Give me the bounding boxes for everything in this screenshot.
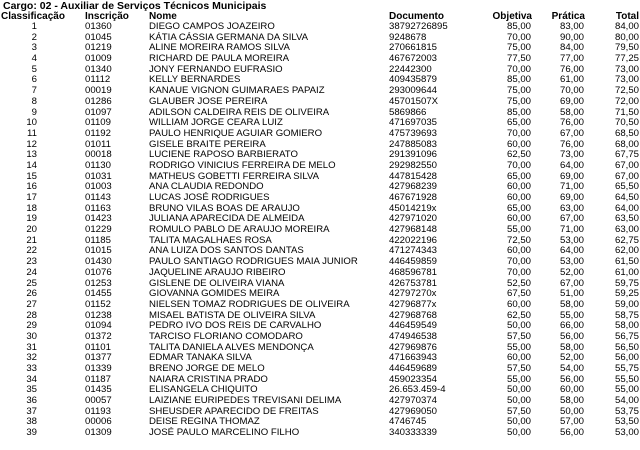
cell-objetiva: 70,00 xyxy=(506,31,531,43)
cell-pratica: 67,00 xyxy=(559,213,584,225)
cell-total: 68,50 xyxy=(614,127,639,139)
cell-objetiva: 50,00 xyxy=(506,384,531,396)
cell-classificacao: 9 xyxy=(31,106,37,118)
cell-pratica: 83,00 xyxy=(559,21,584,32)
cell-classificacao: 10 xyxy=(26,117,37,129)
cell-pratica: 69,00 xyxy=(559,95,584,107)
cell-pratica: 66,00 xyxy=(559,320,584,332)
cell-documento: 459023354 xyxy=(389,373,438,385)
cell-classificacao: 19 xyxy=(26,213,37,225)
cell-nome: RODRIGO VINICIUS FERREIRA DE MELO xyxy=(149,159,336,171)
cell-pratica: 58,00 xyxy=(559,395,584,407)
cell-inscricao: 01192 xyxy=(85,127,111,139)
cell-total: 61,50 xyxy=(614,256,639,268)
cell-pratica: 57,00 xyxy=(559,416,584,428)
cell-documento: 427968239 xyxy=(389,181,438,193)
cell-objetiva: 55,00 xyxy=(506,224,531,236)
cell-objetiva: 60,00 xyxy=(506,245,531,257)
header-inscricao: Inscrição xyxy=(85,11,129,22)
cell-documento: 42797270x xyxy=(389,288,437,300)
cell-classificacao: 8 xyxy=(31,95,37,107)
cell-total: 56,00 xyxy=(614,352,639,364)
cell-classificacao: 26 xyxy=(26,288,37,300)
cell-pratica: 84,00 xyxy=(559,42,584,54)
cell-documento: 475739693 xyxy=(389,127,438,139)
cell-inscricao: 01112 xyxy=(85,74,111,86)
cell-objetiva: 65,00 xyxy=(506,202,531,214)
cell-objetiva: 62,50 xyxy=(506,149,531,161)
header-objetiva: Objetiva xyxy=(492,11,532,22)
cell-total: 79,50 xyxy=(614,42,639,54)
cell-nome: PAULO SANTIAGO RODRIGUES MAIA JUNIOR xyxy=(149,256,358,268)
cell-total: 64,50 xyxy=(614,192,639,203)
cell-nome: JULIANA APARECIDA DE ALMEIDA xyxy=(149,213,305,225)
cell-pratica: 52,00 xyxy=(559,266,584,278)
cell-total: 73,00 xyxy=(614,74,639,86)
cell-documento: 42796877x xyxy=(389,298,437,310)
cell-pratica: 58,00 xyxy=(559,298,584,310)
cell-inscricao: 01430 xyxy=(85,256,112,268)
cell-nome: ROMULO PABLO DE ARAUJO MOREIRA xyxy=(149,224,330,236)
cell-inscricao: 01009 xyxy=(85,53,112,65)
cell-total: 67,00 xyxy=(614,159,639,171)
cell-nome: TALITA DANIELA ALVES MENDONÇA xyxy=(149,341,314,353)
cell-classificacao: 28 xyxy=(26,309,37,321)
cell-documento: 474946538 xyxy=(389,330,438,342)
cell-inscricao: 01360 xyxy=(85,21,112,32)
cell-inscricao: 00057 xyxy=(85,395,112,407)
cell-nome: JAQUELINE ARAUJO RIBEIRO xyxy=(149,266,286,278)
cell-objetiva: 62,50 xyxy=(506,309,531,321)
cell-nome: JONY FERNANDO EUFRASIO xyxy=(149,63,283,75)
cell-pratica: 60,00 xyxy=(559,384,584,396)
cell-objetiva: 75,00 xyxy=(506,85,531,97)
cell-nome: NIELSEN TOMAZ RODRIGUES DE OLIVEIRA xyxy=(149,298,350,310)
cell-inscricao: 01435 xyxy=(85,384,112,396)
cell-total: 62,75 xyxy=(614,234,639,246)
cell-inscricao: 01229 xyxy=(85,224,112,236)
cell-classificacao: 39 xyxy=(26,427,37,439)
cell-documento: 38792726895 xyxy=(389,21,448,32)
cell-documento: 446459689 xyxy=(389,363,438,374)
cell-pratica: 58,00 xyxy=(559,341,584,353)
cell-pratica: 73,00 xyxy=(559,149,584,161)
cell-nome: GIOVANNA GOMIDES MEIRA xyxy=(149,288,280,300)
cell-nome: DEISE REGINA THOMAZ xyxy=(149,416,260,428)
cell-objetiva: 52,50 xyxy=(506,277,531,289)
cell-classificacao: 22 xyxy=(26,245,37,257)
cell-inscricao: 01130 xyxy=(85,159,111,171)
cell-objetiva: 57,50 xyxy=(506,405,531,417)
cell-classificacao: 15 xyxy=(26,170,37,182)
cell-total: 84,00 xyxy=(614,21,639,32)
cell-documento: 427971020 xyxy=(389,213,438,225)
cell-pratica: 90,00 xyxy=(559,31,584,43)
cell-inscricao: 01219 xyxy=(85,42,112,54)
cell-classificacao: 34 xyxy=(26,373,37,385)
cell-objetiva: 70,00 xyxy=(506,159,531,171)
cell-objetiva: 70,00 xyxy=(506,63,531,75)
cell-total: 54,00 xyxy=(614,395,639,407)
cell-nome: WILLIAM JORGE CEARA LUIZ xyxy=(149,117,283,129)
cell-inscricao: 01423 xyxy=(85,213,112,225)
cell-pratica: 53,00 xyxy=(559,234,584,246)
cell-nome: DIEGO CAMPOS JOAZEIRO xyxy=(149,21,275,32)
cell-objetiva: 65,00 xyxy=(506,117,531,129)
cell-nome: BRENO JORGE DE MELO xyxy=(149,363,265,374)
cell-classificacao: 32 xyxy=(26,352,37,364)
cell-inscricao: 01193 xyxy=(85,405,111,417)
cell-nome: SHEUSDER APARECIDO DE FREITAS xyxy=(149,405,319,417)
page-title: Cargo: 02 - Auxiliar de Serviços Técnicos Municipais xyxy=(3,0,267,12)
cell-pratica: 63,00 xyxy=(559,202,584,214)
cell-documento: 9248678 xyxy=(389,31,427,43)
cell-documento: 467672003 xyxy=(389,53,438,65)
cell-documento: 292982550 xyxy=(389,159,438,171)
cell-nome: NAIARA CRISTINA PRADO xyxy=(149,373,268,385)
cell-documento: 471274343 xyxy=(389,245,438,257)
cell-classificacao: 24 xyxy=(26,266,37,278)
cell-total: 67,00 xyxy=(614,170,639,182)
cell-pratica: 50,00 xyxy=(559,405,584,417)
cell-pratica: 71,00 xyxy=(559,181,584,193)
cell-objetiva: 70,00 xyxy=(506,266,531,278)
cell-objetiva: 85,00 xyxy=(506,106,531,118)
cell-total: 55,50 xyxy=(614,373,639,385)
cell-documento: 426753781 xyxy=(389,277,438,289)
cell-nome: TARCISO FLORIANO COMODARO xyxy=(149,330,303,342)
cell-inscricao: 01152 xyxy=(85,298,111,310)
cell-nome: GLAUBER JOSE PEREIRA xyxy=(149,95,268,107)
cell-total: 55,75 xyxy=(614,363,639,374)
cell-total: 67,75 xyxy=(614,149,639,161)
cell-pratica: 76,00 xyxy=(559,117,584,129)
cell-total: 56,75 xyxy=(614,330,639,342)
cell-classificacao: 20 xyxy=(26,224,37,236)
cell-inscricao: 00018 xyxy=(85,149,112,161)
cell-objetiva: 60,00 xyxy=(506,352,531,364)
cell-total: 58,75 xyxy=(614,309,639,321)
cell-pratica: 52,00 xyxy=(559,352,584,364)
cell-total: 68,00 xyxy=(614,138,639,150)
cell-objetiva: 60,00 xyxy=(506,192,531,203)
cell-objetiva: 50,00 xyxy=(506,416,531,428)
cell-nome: PAULO HENRIQUE AGUIAR GOMIERO xyxy=(149,127,323,139)
cell-total: 70,50 xyxy=(614,117,639,129)
cell-total: 53,50 xyxy=(614,416,639,428)
cell-total: 53,00 xyxy=(614,427,639,439)
cell-documento: 291391096 xyxy=(389,149,438,161)
cell-classificacao: 37 xyxy=(26,405,37,417)
cell-documento: 471697035 xyxy=(389,117,438,129)
cell-classificacao: 18 xyxy=(26,202,37,214)
cell-total: 63,50 xyxy=(614,213,639,225)
cell-objetiva: 50,00 xyxy=(506,427,531,439)
cell-classificacao: 11 xyxy=(27,127,37,139)
cell-nome: ADILSON CALDEIRA REIS DE OLIVEIRA xyxy=(149,106,330,118)
cell-nome: LAIZIANE EURIPEDES TREVISANI DELIMA xyxy=(149,395,342,407)
cell-pratica: 55,00 xyxy=(559,309,584,321)
cell-total: 72,00 xyxy=(614,95,639,107)
cell-objetiva: 60,00 xyxy=(506,138,531,150)
cell-objetiva: 70,00 xyxy=(506,127,531,139)
cell-total: 80,00 xyxy=(614,31,639,43)
cell-inscricao: 01015 xyxy=(85,245,112,257)
cell-nome: BRUNO VILAS BOAS DE ARAUJO xyxy=(149,202,300,214)
cell-pratica: 54,00 xyxy=(559,363,584,374)
table-row xyxy=(0,129,640,140)
cell-documento: 446459549 xyxy=(389,320,438,332)
cell-pratica: 67,00 xyxy=(559,277,584,289)
cell-total: 63,00 xyxy=(614,224,639,236)
cell-documento: 45701507X xyxy=(389,95,439,107)
cell-documento: 427969876 xyxy=(389,341,438,353)
cell-documento: 26.653.459-4 xyxy=(389,384,446,396)
cell-nome: MISAEL BATISTA DE OLIVEIRA SILVA xyxy=(149,309,316,321)
cell-inscricao: 01309 xyxy=(85,427,112,439)
cell-classificacao: 33 xyxy=(26,363,37,374)
cell-nome: RICHARD DE PAULA MOREIRA xyxy=(149,53,290,65)
cell-documento: 409435879 xyxy=(389,74,438,86)
cell-inscricao: 01011 xyxy=(85,138,111,150)
cell-inscricao: 00019 xyxy=(85,85,112,97)
cell-total: 56,50 xyxy=(614,341,639,353)
cell-inscricao: 01372 xyxy=(85,330,112,342)
cell-nome: LUCIENE RAPOSO BARBIERATO xyxy=(149,149,298,161)
cell-classificacao: 13 xyxy=(26,149,37,161)
cell-inscricao: 01339 xyxy=(85,363,112,374)
cell-documento: 45014219x xyxy=(389,202,437,214)
cell-documento: 22442300 xyxy=(389,63,432,75)
cell-objetiva: 57,50 xyxy=(506,363,531,374)
cell-classificacao: 38 xyxy=(26,416,37,428)
cell-objetiva: 72,50 xyxy=(506,234,531,246)
cell-pratica: 53,00 xyxy=(559,256,584,268)
cell-documento: 427968768 xyxy=(389,309,438,321)
cell-classificacao: 30 xyxy=(26,330,37,342)
cell-documento: 5869866 xyxy=(389,106,427,118)
cell-inscricao: 01253 xyxy=(85,277,112,289)
cell-documento: 447815428 xyxy=(389,170,438,182)
cell-documento: 467671928 xyxy=(389,192,438,203)
cell-pratica: 69,00 xyxy=(559,192,584,203)
cell-documento: 293009644 xyxy=(389,85,438,97)
cell-inscricao: 01187 xyxy=(85,373,111,385)
cell-inscricao: 01031 xyxy=(85,170,112,182)
cell-objetiva: 60,00 xyxy=(506,213,531,225)
cell-inscricao: 01003 xyxy=(85,181,112,193)
cell-total: 71,50 xyxy=(614,106,639,118)
cell-documento: 427969050 xyxy=(389,405,438,417)
cell-objetiva: 85,00 xyxy=(506,74,531,86)
cell-total: 65,50 xyxy=(614,181,639,193)
cell-documento: 247885083 xyxy=(389,138,438,150)
cell-total: 59,75 xyxy=(614,277,639,289)
cell-objetiva: 50,00 xyxy=(506,395,531,407)
cell-pratica: 67,00 xyxy=(559,127,584,139)
cell-pratica: 76,00 xyxy=(559,63,584,75)
cell-pratica: 70,00 xyxy=(559,85,584,97)
cell-objetiva: 77,50 xyxy=(506,53,531,65)
cell-classificacao: 7 xyxy=(31,85,37,97)
cell-total: 64,00 xyxy=(614,202,639,214)
cell-documento: 468596781 xyxy=(389,266,438,278)
cell-inscricao: 01143 xyxy=(85,192,111,203)
cell-nome: LUCAS JOSÉ RODRIGUES xyxy=(149,192,270,203)
cell-nome: MATHEUS GOBETTI FERREIRA SILVA xyxy=(149,170,320,182)
cell-total: 72,50 xyxy=(614,85,639,97)
cell-classificacao: 27 xyxy=(26,298,37,310)
cell-nome: ANA CLAUDIA REDONDO xyxy=(149,181,264,193)
header-pratica: Prática xyxy=(551,11,585,22)
cell-inscricao: 01109 xyxy=(85,117,111,129)
cell-classificacao: 14 xyxy=(26,159,37,171)
cell-classificacao: 5 xyxy=(31,63,37,75)
cell-classificacao: 29 xyxy=(26,320,37,332)
cell-objetiva: 55,00 xyxy=(506,373,531,385)
cell-classificacao: 23 xyxy=(26,256,37,268)
cell-total: 53,75 xyxy=(614,405,639,417)
cell-total: 61,00 xyxy=(614,266,639,278)
cell-total: 77,25 xyxy=(614,53,639,65)
cell-nome: KÁTIA CÁSSIA GERMANA DA SILVA xyxy=(149,31,309,43)
cell-nome: PEDRO IVO DOS REIS DE CARVALHO xyxy=(149,320,322,332)
cell-documento: 422022196 xyxy=(389,234,438,246)
cell-inscricao: 01340 xyxy=(85,63,112,75)
cell-documento: 471663943 xyxy=(389,352,438,364)
cell-inscricao: 01101 xyxy=(85,341,111,353)
cell-pratica: 76,00 xyxy=(559,138,584,150)
cell-inscricao: 01045 xyxy=(85,31,112,43)
cell-inscricao: 01455 xyxy=(85,288,112,300)
cell-documento: 446459859 xyxy=(389,256,438,268)
cell-classificacao: 17 xyxy=(26,192,37,203)
cell-documento: 270661815 xyxy=(389,42,438,54)
cell-nome: KELLY BERNARDES xyxy=(149,74,241,86)
cell-nome: JOSÉ PAULO MARCELINO FILHO xyxy=(149,427,300,439)
cell-inscricao: 01163 xyxy=(85,202,111,214)
cell-documento: 427970374 xyxy=(389,395,438,407)
cell-pratica: 56,00 xyxy=(559,427,584,439)
cell-total: 58,00 xyxy=(614,320,639,332)
cell-nome: KANAUE VIGNON GUIMARAES PAPAIZ xyxy=(149,85,325,97)
cell-inscricao: 01097 xyxy=(85,106,112,118)
cell-inscricao: 01377 xyxy=(85,352,112,364)
cell-classificacao: 36 xyxy=(26,395,37,407)
header-nome: Nome xyxy=(149,11,177,22)
cell-classificacao: 3 xyxy=(31,42,37,54)
cell-objetiva: 67,50 xyxy=(506,288,531,300)
cell-nome: EDMAR TANAKA SILVA xyxy=(149,352,252,364)
cell-total: 73,00 xyxy=(614,63,639,75)
cell-pratica: 71,00 xyxy=(559,224,584,236)
cell-objetiva: 65,00 xyxy=(506,170,531,182)
cell-nome: ALINE MOREIRA RAMOS SILVA xyxy=(149,42,290,54)
cell-total: 62,00 xyxy=(614,245,639,257)
table-row xyxy=(0,428,640,439)
cell-classificacao: 4 xyxy=(31,53,37,65)
cell-objetiva: 75,00 xyxy=(506,95,531,107)
cell-documento: 340333339 xyxy=(389,427,438,439)
header-total: Total xyxy=(615,11,639,22)
header-classificacao: Classificação xyxy=(1,11,65,22)
cell-inscricao: 01238 xyxy=(85,309,112,321)
cell-objetiva: 60,00 xyxy=(506,298,531,310)
cell-total: 55,00 xyxy=(614,384,639,396)
cell-objetiva: 70,00 xyxy=(506,256,531,268)
cell-objetiva: 85,00 xyxy=(506,21,531,32)
cell-objetiva: 60,00 xyxy=(506,181,531,193)
cell-classificacao: 2 xyxy=(31,31,37,43)
cell-documento: 4746745 xyxy=(389,416,427,428)
cell-nome: GISELE BRAITE PEREIRA xyxy=(149,138,266,150)
cell-documento: 427968148 xyxy=(389,224,438,236)
cell-inscricao: 01094 xyxy=(85,320,112,332)
cell-classificacao: 35 xyxy=(26,384,37,396)
cell-pratica: 64,00 xyxy=(559,159,584,171)
cell-nome: ANA LUIZA DOS SANTOS DANTAS xyxy=(149,245,304,257)
cell-objetiva: 57,50 xyxy=(506,330,531,342)
cell-nome: TALITA MAGALHAES ROSA xyxy=(149,234,272,246)
cell-classificacao: 12 xyxy=(26,138,37,150)
cell-pratica: 77,00 xyxy=(559,53,584,65)
cell-inscricao: 01185 xyxy=(85,234,111,246)
table-row xyxy=(0,268,640,279)
cell-pratica: 56,00 xyxy=(559,330,584,342)
cell-pratica: 51,00 xyxy=(559,288,584,300)
cell-inscricao: 00006 xyxy=(85,416,112,428)
table-row xyxy=(0,300,640,311)
cell-pratica: 58,00 xyxy=(559,106,584,118)
cell-objetiva: 55,00 xyxy=(506,341,531,353)
header-documento: Documento xyxy=(389,11,444,22)
cell-classificacao: 6 xyxy=(31,74,37,86)
cell-objetiva: 75,00 xyxy=(506,42,531,54)
cell-classificacao: 1 xyxy=(31,21,37,32)
table-row xyxy=(0,97,640,108)
cell-nome: ELISANGELA CHIQUITO xyxy=(149,384,258,396)
cell-pratica: 69,00 xyxy=(559,170,584,182)
cell-total: 59,25 xyxy=(614,288,639,300)
cell-classificacao: 16 xyxy=(26,181,37,193)
cell-classificacao: 31 xyxy=(26,341,37,353)
cell-classificacao: 21 xyxy=(26,234,37,246)
cell-pratica: 64,00 xyxy=(559,245,584,257)
cell-objetiva: 50,00 xyxy=(506,320,531,332)
cell-classificacao: 25 xyxy=(26,277,37,289)
cell-inscricao: 01076 xyxy=(85,266,112,278)
cell-total: 59,00 xyxy=(614,298,639,310)
cell-pratica: 56,00 xyxy=(559,373,584,385)
results-table-body xyxy=(0,22,640,439)
cell-pratica: 61,00 xyxy=(559,74,584,86)
cell-nome: GISLENE DE OLIVEIRA VIANA xyxy=(149,277,285,289)
cell-inscricao: 01286 xyxy=(85,95,112,107)
